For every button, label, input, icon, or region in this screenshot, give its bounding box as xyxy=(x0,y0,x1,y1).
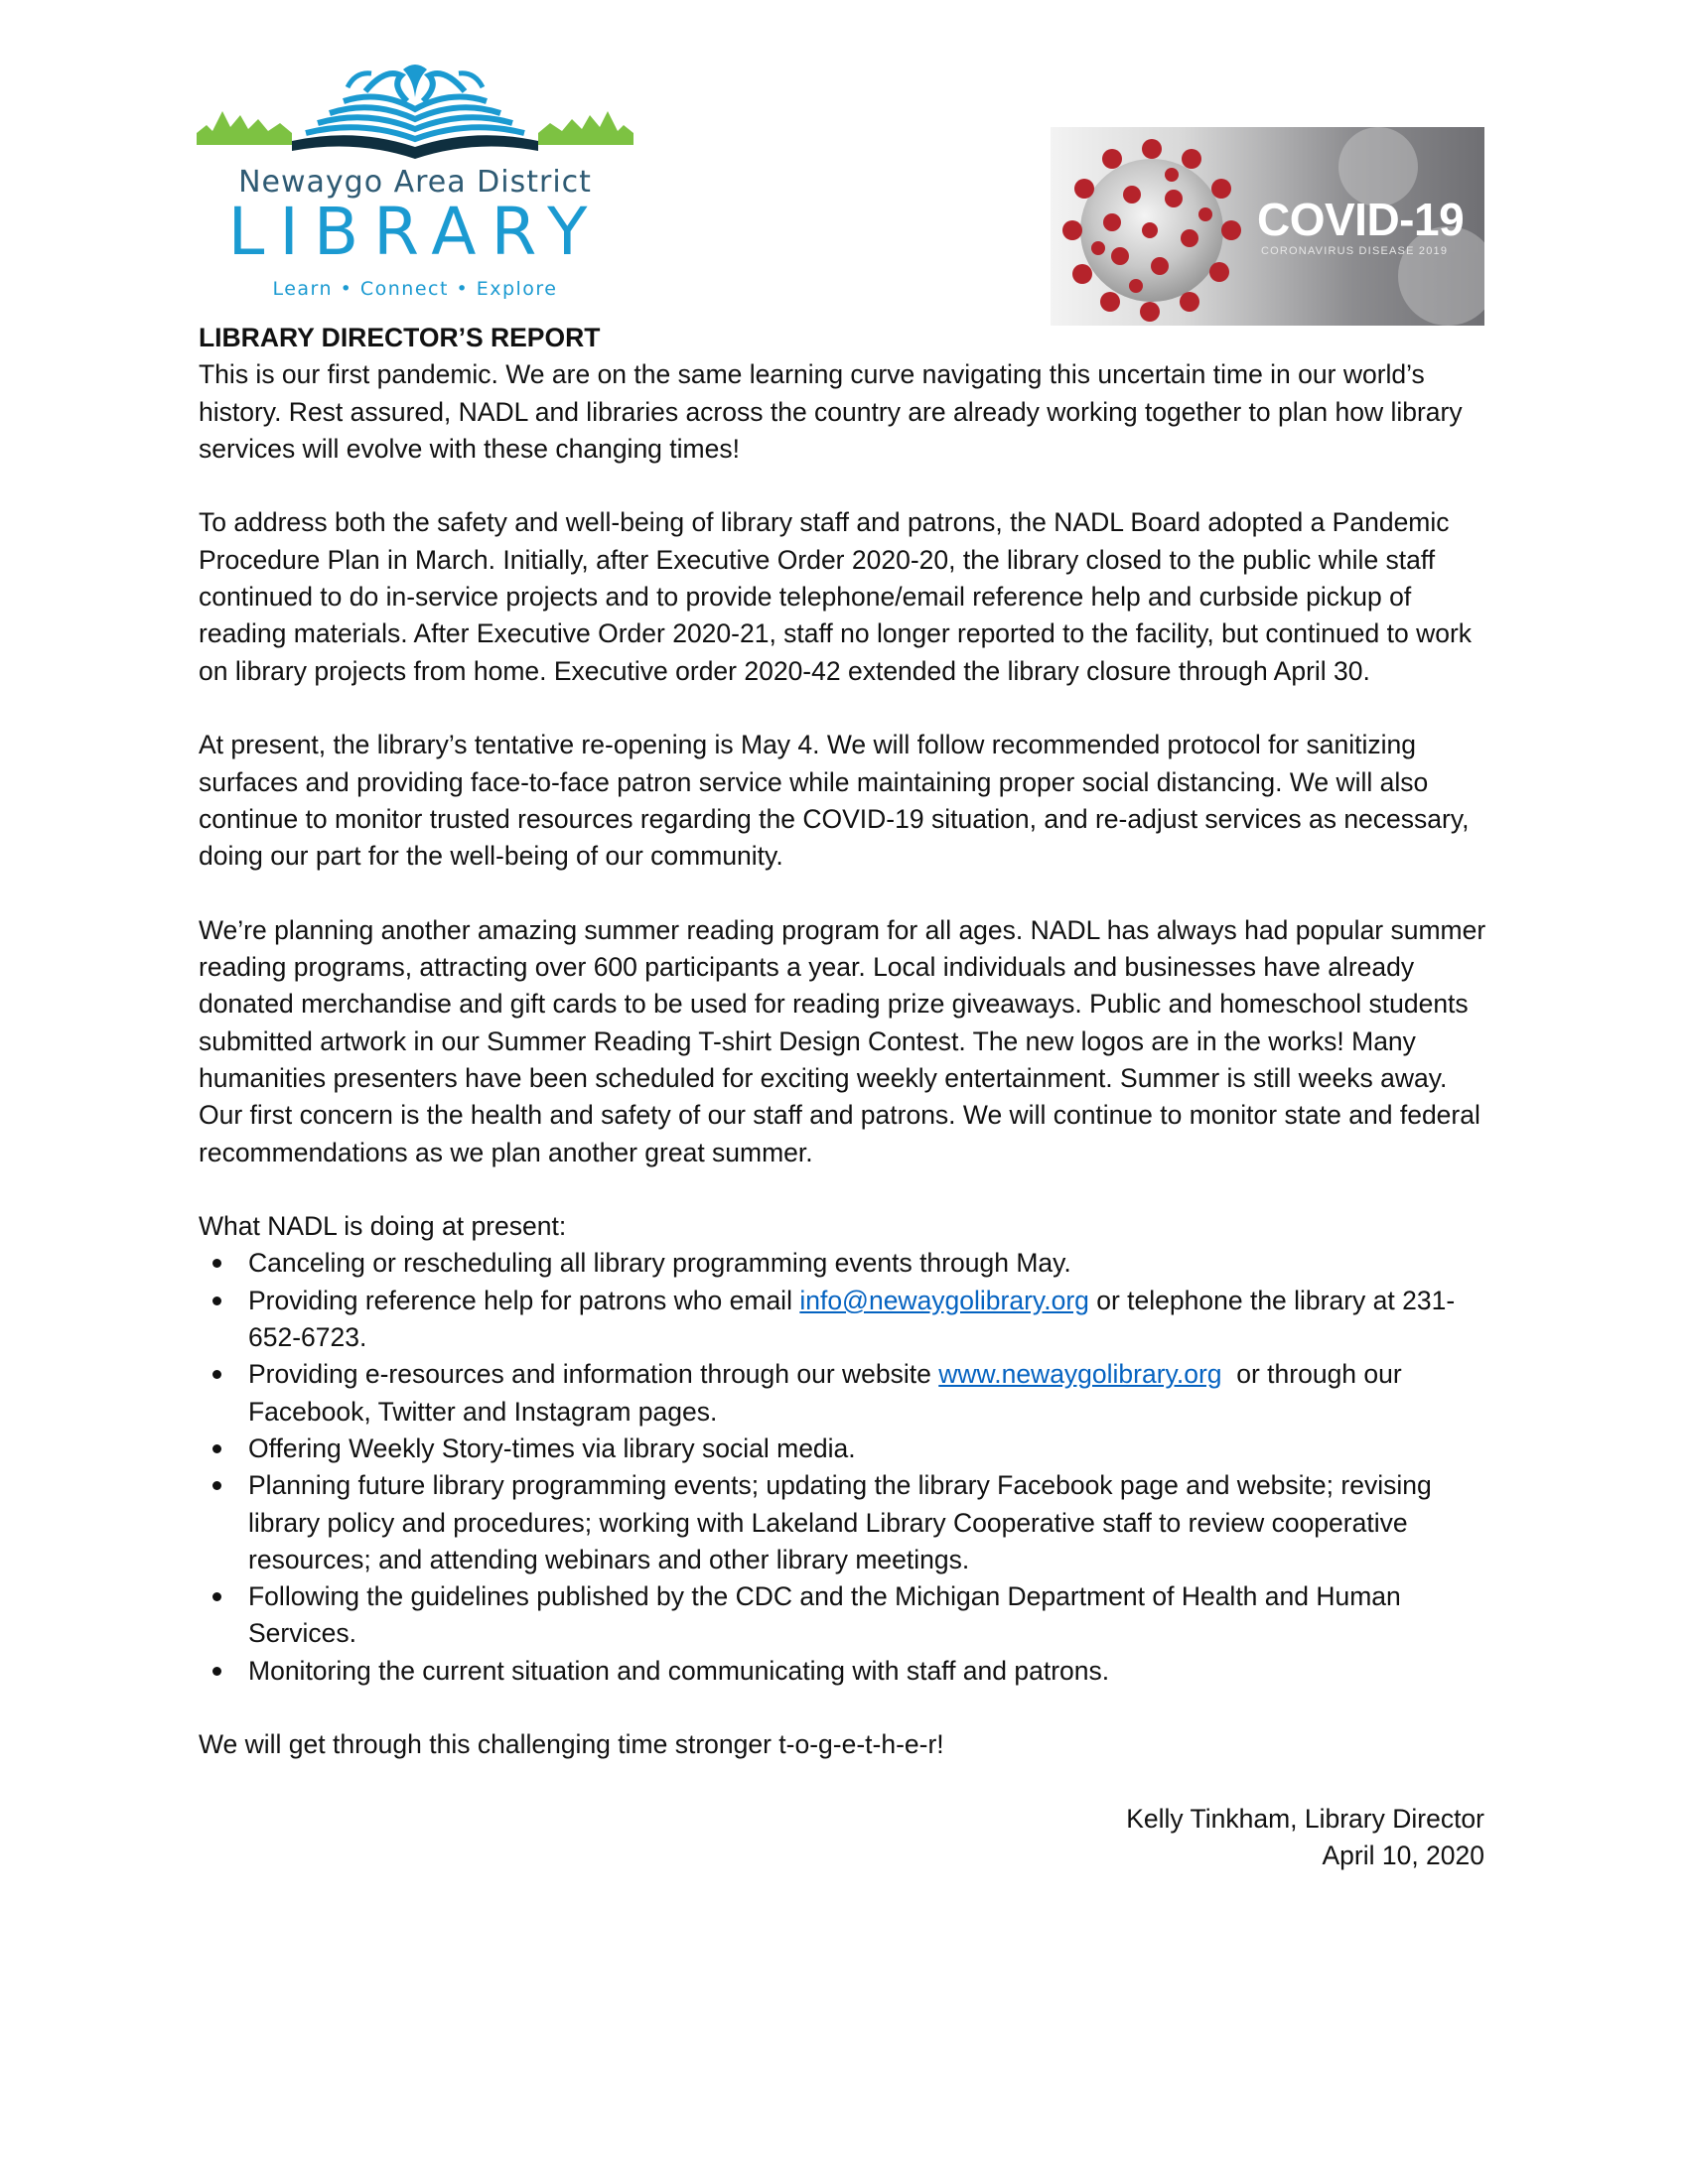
logo-tagline: Learn • Connect • Explore xyxy=(272,278,558,300)
covid-banner-title: COVID-19 xyxy=(1257,194,1465,245)
list-item xyxy=(199,1356,1489,1431)
paragraph-safety: To address both the safety and well-being of library staff and patrons, the NADL Board adopted a Pandemic Procedure Plan in March. Initially, after Executive Order 2020-20, the library closed to the public while staff continued to do in-service projects and to provide telephone/email reference help and curbside pickup of reading materials. After Executive Order 2020-21, staff no longer reported to the facility, but continued to work on library projects from home. Executive order 2020-42 extended the library closure through April 30. xyxy=(199,507,1473,686)
bullet-icon xyxy=(212,1370,221,1379)
list-intro: What NADL is doing at present: xyxy=(199,1211,567,1242)
open-book-icon xyxy=(197,62,633,171)
list-item-text: Planning future library programming events; updating the library Facebook page and website; revising library policy and procedures; working with Lakeland Library Cooperative staff to review cooperative resources; and attending webinars and other library meetings. xyxy=(248,1470,1432,1574)
bullet-icon xyxy=(212,1444,221,1453)
covid-19-banner-image xyxy=(1051,127,1484,326)
email-link[interactable]: info@newaygolibrary.org xyxy=(799,1285,1089,1315)
list-item xyxy=(199,1245,1489,1282)
bullet-icon xyxy=(212,1259,221,1268)
list-item xyxy=(199,1467,1489,1578)
paragraph-reopening: At present, the library’s tentative re-opening is May 4. We will follow recommended protocol for sanitizing surfaces and providing face-to-face patron service while maintaining proper social distancing. We will also continue to monitor trusted resources regarding the COVID-19 situation, and re-adjust services as necessary, doing our part for the well-being of our community. xyxy=(199,730,1470,872)
signature-date: April 10, 2020 xyxy=(1322,1841,1484,1871)
logo-library-word: LIBRARY xyxy=(227,194,603,270)
covid-banner-subtitle: CORONAVIRUS DISEASE 2019 xyxy=(1261,245,1449,257)
bullet-icon xyxy=(212,1297,221,1305)
signature-name: Kelly Tinkham, Library Director xyxy=(1126,1803,1484,1834)
list-item xyxy=(199,1283,1489,1357)
list-item-text: Canceling or rescheduling all library programming events through May. xyxy=(248,1248,1071,1279)
bullet-icon xyxy=(212,1592,221,1601)
report-title: LIBRARY DIRECTOR’S REPORT xyxy=(199,323,601,352)
report-body xyxy=(199,320,1489,1874)
list-item-text: Offering Weekly Story-times via library social media. xyxy=(248,1433,856,1463)
list-item-text: Providing e-resources and information through our website xyxy=(248,1359,939,1390)
paragraph-intro: This is our first pandemic. We are on the same learning curve navigating this uncertain time in our world’s history. Rest assured, NADL and libraries across the country are already working together to plan how library services will evolve with these changing times! xyxy=(199,359,1463,464)
list-item-text: or through our Facebook, Twitter and Instagram pages. xyxy=(248,1359,1410,1427)
list-item-text: Providing reference help for patrons who email xyxy=(248,1285,800,1315)
bullet-icon xyxy=(212,1667,221,1676)
bullet-icon xyxy=(212,1481,221,1490)
website-link[interactable]: www.newaygolibrary.org xyxy=(938,1359,1222,1390)
library-logo xyxy=(197,62,633,305)
activities-list xyxy=(199,1245,1489,1690)
list-item xyxy=(199,1578,1489,1653)
list-item-text: Following the guidelines published by the CDC and the Michigan Department of Health and Human Services. xyxy=(248,1581,1401,1649)
paragraph-summer-reading: We’re planning another amazing summer reading program for all ages. NADL has always had popular summer reading programs, attracting over 600 participants a year. Local individuals and businesses have already donated merchandise and gift cards to be used for reading prize giveaways. Public and homeschool students submitted artwork in our Summer Reading T-shirt Design Contest. The new logos are in the works! Many humanities presenters have been scheduled for exciting weekly entertainment. Summer is still weeks away. Our first concern is the health and safety of our staff and patrons. We will continue to monitor state and federal recommendations as we plan another great summer. xyxy=(199,914,1486,1167)
list-item xyxy=(199,1653,1489,1690)
list-item-text: or telephone the library at 231-652-6723. xyxy=(248,1285,1456,1353)
list-item-text: Monitoring the current situation and communicating with staff and patrons. xyxy=(248,1655,1110,1686)
logo-district-name: Newaygo Area District xyxy=(238,165,592,200)
closing-line: We will get through this challenging time stronger t-o-g-e-t-h-e-r! xyxy=(199,1729,944,1760)
list-item xyxy=(199,1431,1489,1467)
